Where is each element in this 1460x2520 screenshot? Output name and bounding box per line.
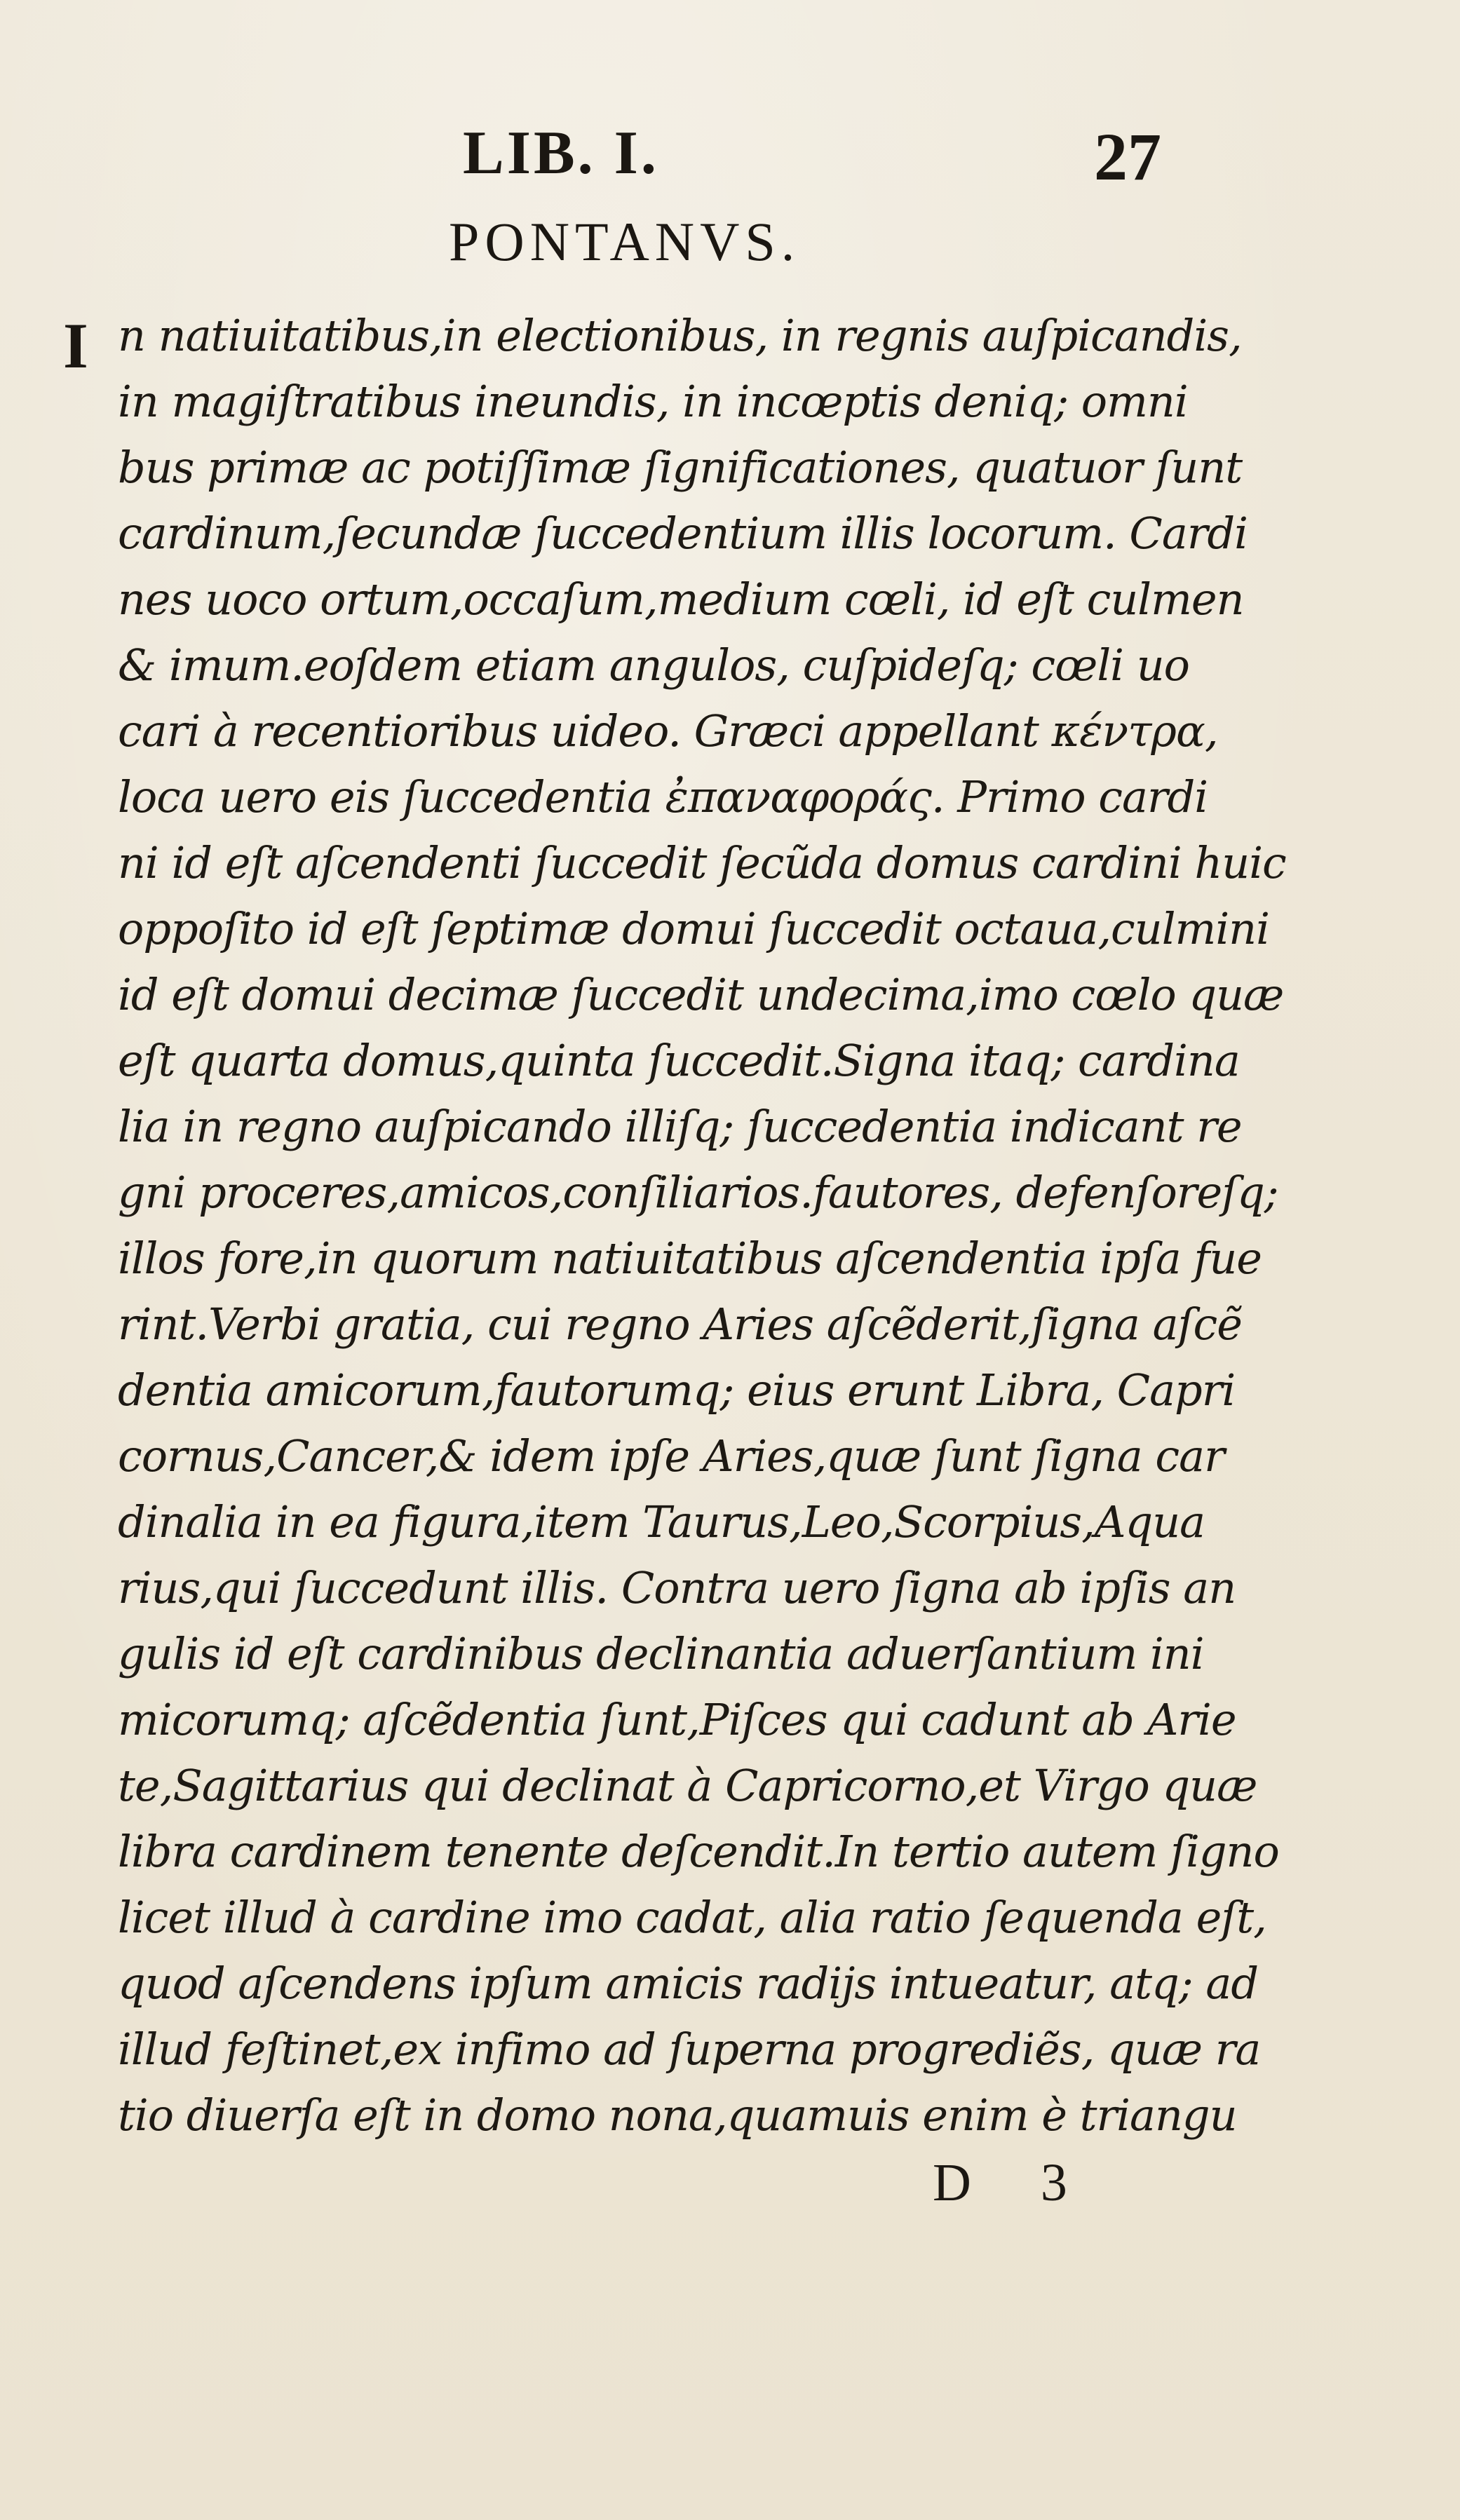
- text-line: tio diuerſa eſt in domo nona,quamuis enim è triangu: [118, 2089, 1237, 2141]
- text-line: quod aſcendens ipſum amicis radijs intueatur, atq; ad: [118, 1958, 1259, 2009]
- text-line: rius,qui ſuccedunt illis. Contra uero ſigna ab ipſis an: [118, 1562, 1236, 1613]
- text-line: licet illud à cardine imo cadat, alia ratio ſequenda eſt,: [118, 1892, 1266, 1943]
- text-line: illud feſtinet,ex infimo ad ſuperna progrediẽs, quæ ra: [118, 2024, 1261, 2075]
- text-line: lia in regno auſpicando illiſq; ſuccedentia indicant re: [118, 1101, 1242, 1152]
- text-line: rint.Verbi gratia, cui regno Aries aſcẽderit,ſigna aſcẽ: [118, 1299, 1242, 1350]
- text-line: libra cardinem tenente deſcendit.In tertio autem ſigno: [118, 1826, 1279, 1877]
- text-line: & imum.eoſdem etiam angulos, cuſpideſq; cœli uo: [118, 639, 1189, 691]
- text-line: gni proceres,amicos,conſiliarios.fautores, defenſoreſq;: [118, 1167, 1278, 1218]
- signature-mark: D 3: [933, 2153, 1095, 2212]
- text-line: gulis id eſt cardinibus declinantia aduerſantium ini: [118, 1628, 1204, 1679]
- text-line: oppoſito id eſt ſeptimæ domui ſuccedit octaua,culmini: [118, 903, 1269, 954]
- text-line: cari à recentioribus uideo. Græci appellant κέντρα,: [118, 705, 1218, 757]
- text-line: n natiuitatibus,in electionibus, in regnis auſpicandis,: [118, 310, 1242, 361]
- text-line: illos fore,in quorum natiuitatibus aſcendentia ipſa fue: [118, 1233, 1262, 1284]
- running-head: LIB. I.: [463, 119, 659, 187]
- text-line: ni id eſt aſcendenti ſuccedit ſecũda domus cardini huic: [118, 837, 1286, 888]
- text-line: dentia amicorum,fautorumq; eius erunt Libra, Capri: [118, 1364, 1236, 1416]
- text-line: cardinum,ſecundæ ſuccedentium illis locorum. Cardi: [118, 508, 1248, 559]
- text-line: loca uero eis ſuccedentia ἐπαναφοράς. Primo cardi: [118, 771, 1208, 822]
- text-line: cornus,Cancer,& idem ipſe Aries,quæ ſunt ſigna car: [118, 1430, 1224, 1482]
- text-line: te,Sagittarius qui declinat à Capricorno,et Virgo quæ: [118, 1760, 1257, 1811]
- page-number: 27: [1094, 119, 1161, 194]
- text-line: eſt quarta domus,quinta ſuccedit.Signa itaq; cardina: [118, 1035, 1240, 1086]
- initial-letter: I: [63, 310, 88, 381]
- body-text: [118, 303, 1286, 2148]
- text-line: micorumq; aſcẽdentia ſunt,Piſces qui cadunt ab Arie: [118, 1694, 1236, 1745]
- text-line: id eſt domui decimæ ſuccedit undecima,imo cœlo quæ: [118, 969, 1284, 1020]
- text-line: in magiſtratibus ineundis, in incœptis deniq; omni: [118, 376, 1188, 427]
- text-line: bus primæ ac potiſſimæ ſignificationes, quatuor ſunt: [118, 442, 1243, 493]
- text-line: nes uoco ortum,occaſum,medium cœli, id eſt culmen: [118, 574, 1244, 625]
- text-line: dinalia in ea figura,item Taurus,Leo,Scorpius,Aqua: [118, 1496, 1205, 1547]
- section-heading: PONTANVS.: [449, 211, 801, 272]
